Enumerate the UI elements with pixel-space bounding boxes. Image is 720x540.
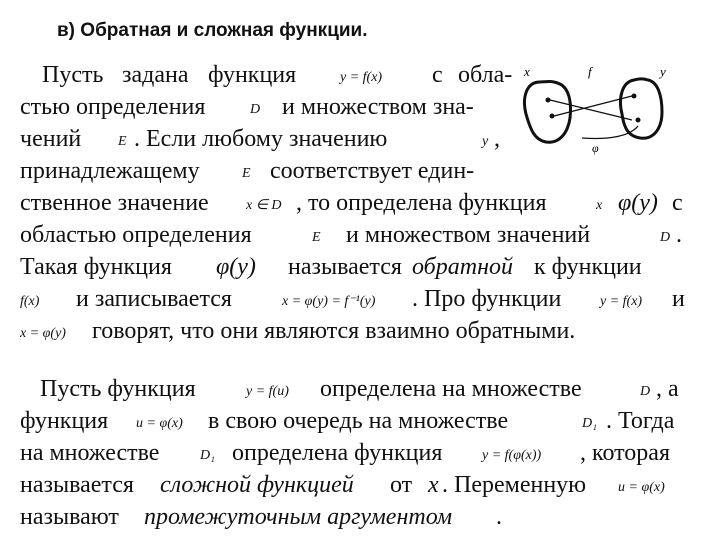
formula: E xyxy=(312,230,321,245)
emphasis-term: промежуточным аргументом xyxy=(144,504,453,530)
formula: φ(y) xyxy=(618,190,658,216)
diagram-label-x: x xyxy=(524,64,530,79)
text-line: f(x) и записывается x = φ(y) = f⁻¹(y) . Про функции y = f(x) и xyxy=(20,284,690,314)
formula: D xyxy=(660,230,671,245)
formula: E xyxy=(118,134,127,149)
text-line: x = φ(y) говорят, что они являются взаимно обратными. xyxy=(20,316,690,346)
text-line: Пусть функция y = f(u) определена на множестве D , а xyxy=(20,374,690,404)
formula: E xyxy=(242,166,251,181)
text-line: называется сложной функцией от x . Переменную u = φ(x) xyxy=(20,470,690,500)
text-line: называют промежуточным аргументом . xyxy=(20,504,502,530)
formula: y = f(u) xyxy=(246,384,289,399)
formula: D₁ xyxy=(582,416,597,431)
formula: D₁ xyxy=(200,448,215,463)
text-line: функция u = φ(x) в свою очередь на множестве D₁ . Тогда xyxy=(20,406,690,436)
formula: D xyxy=(250,102,261,117)
formula: x ∈ D xyxy=(246,198,282,213)
formula: x = φ(y) = f⁻¹(y) xyxy=(282,294,376,309)
formula: y xyxy=(482,134,489,149)
diagram-label-y: y xyxy=(660,64,666,79)
formula: D xyxy=(640,384,651,399)
text-line: стью определения D и множеством зна- xyxy=(20,92,690,122)
formula: x xyxy=(428,472,439,498)
formula: u = φ(x) xyxy=(136,416,183,431)
formula: f(x) xyxy=(20,294,40,309)
text-line: принадлежащему E соответствует един- xyxy=(20,156,690,186)
text-line: областью определения E и множеством значений D . xyxy=(20,220,690,250)
formula: φ(y) xyxy=(216,254,256,280)
formula: x = φ(y) xyxy=(20,326,66,341)
text-line: ственное значение x ∈ D , то определена функция x φ(y) с xyxy=(20,188,690,218)
formula: y = f(φ(x)) xyxy=(482,448,542,463)
diagram-label-f: f xyxy=(588,64,592,79)
diagram-label-phi: φ xyxy=(592,141,599,155)
formula: x xyxy=(596,198,603,213)
text-line: Пусть задана функция y = f(x) с обла- xyxy=(20,60,690,90)
formula: y = f(x) xyxy=(600,294,643,309)
emphasis-term: сложной функцией xyxy=(160,472,354,498)
page-title: в) Обратная и сложная функции. xyxy=(57,20,368,41)
formula: u = φ(x) xyxy=(618,480,665,495)
emphasis-term: обратной xyxy=(412,254,513,280)
text-line: чений E . Если любому значению y , xyxy=(20,124,690,154)
formula: y = f(x) xyxy=(340,70,383,85)
text-line: Такая функция φ(y) называется обратной к функции xyxy=(20,254,642,280)
text-line: на множестве D₁ определена функция y = f(φ(x)) , которая xyxy=(20,438,690,468)
